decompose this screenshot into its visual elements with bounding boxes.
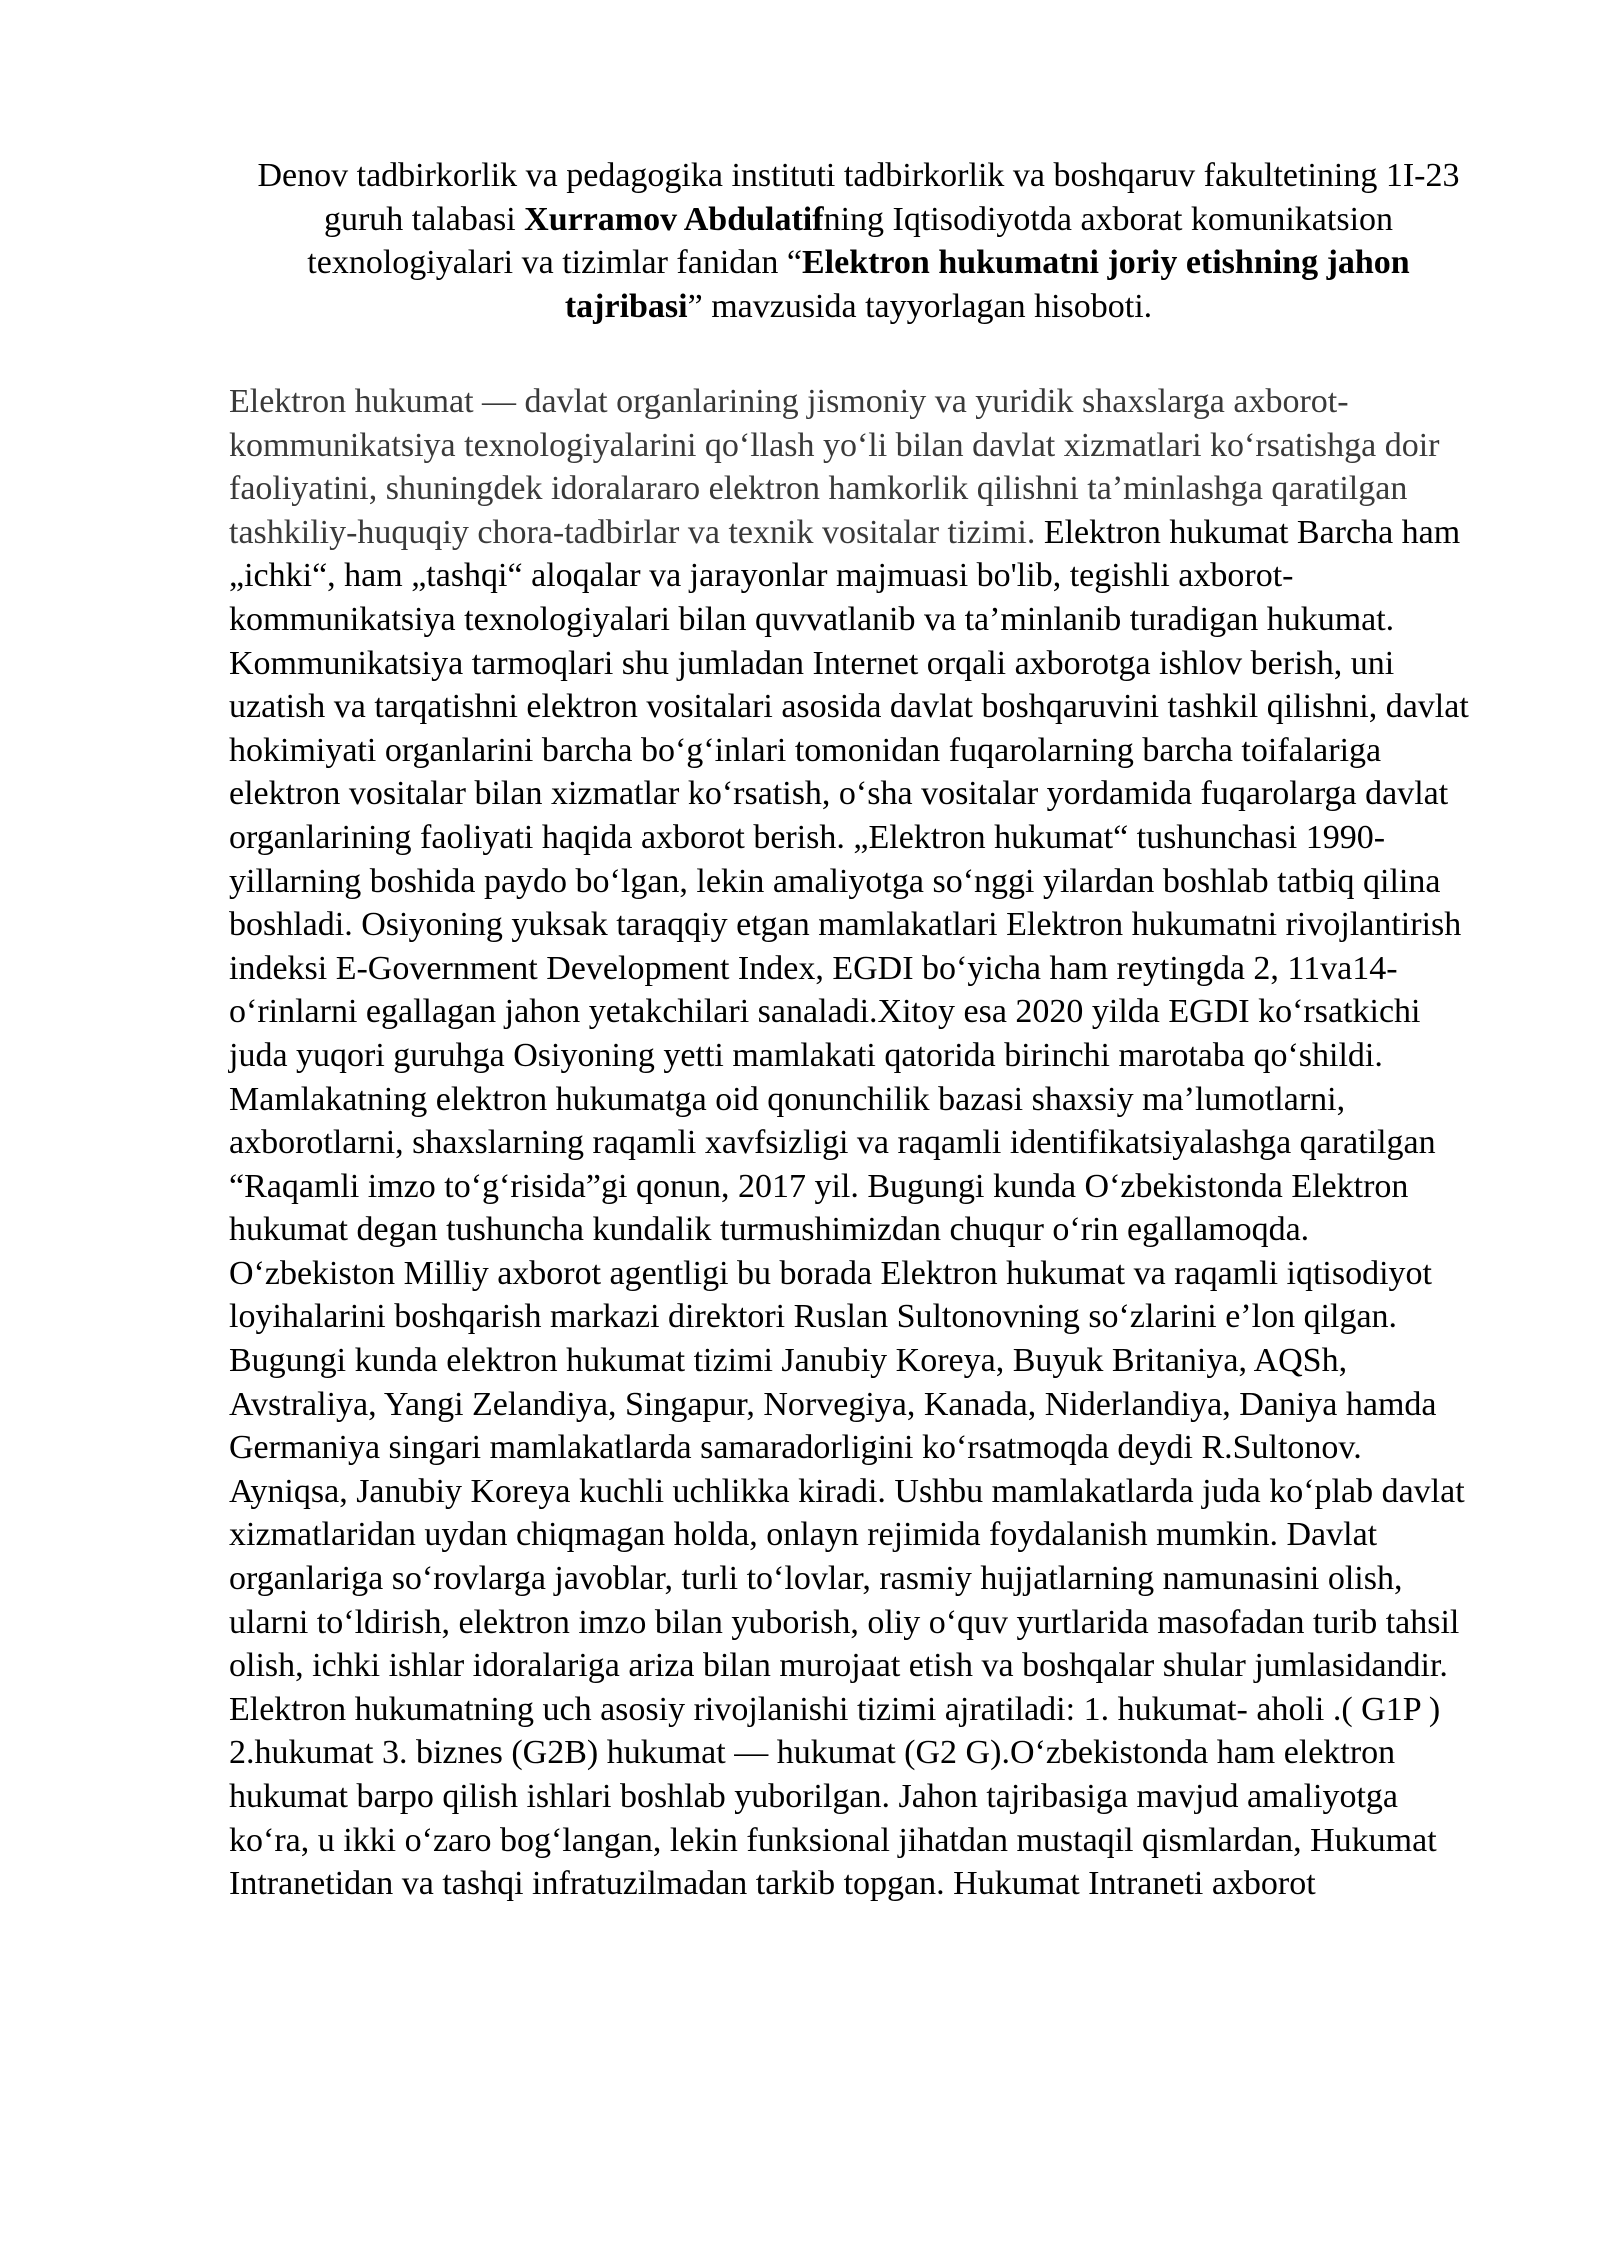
definition-text: Elektron hukumat — davlat organlarining jismoniy va yuridik shaxslarga axborot-kommunikatsiya texnologiyalarini qoʻllash yoʻli bilan davlat xizmatlari koʻrsatishga doir faoliyatini, shuningdek idoralararo elektron hamkorlik qilishni taʼminlashga qaratilgan tashkiliy-huquqiy chora-tadbirlar va texnik vositalar tizimi. [229,383,1440,551]
header-intro: Denov tadbirkorlik va pedagogika instituti tadbirkorlik va boshqaruv fakultetining 1I-23 guruh talabasi [257,157,1460,238]
header-ending: ” mavzusida tayyorlagan hisoboti. [687,287,1153,325]
report-header [229,154,1482,328]
report-topic: Elektron hukumatni joriy etishning jahon tajribasi [564,244,1410,325]
header-course: ning Iqtisodiyotda axborat komunikatsion texnologiyalari va tizimlar fanidan “ [307,200,1394,281]
student-name: Xurramov Abdulatif [524,200,824,238]
main-text: Elektron hukumat Barcha ham „ichki“, ham „tashqi“ aloqalar va jarayonlar majmuasi bo'lib, tegishli axborot-kommunikatsiya texnologiyalari bilan quvvatlanib va ta’minlanib turadigan hukumat. Kommunikatsiya tarmoqlari shu jumladan Internet orqali axborotga ishlov berish, uni uzatish va tarqatishni elektron vositalari asosida davlat boshqaruvini tashkil qilishni, davlat hokimiyati organlarini barcha boʻgʻinlari tomonidan fuqarolarning barcha toifalariga elektron vositalar bilan xizmatlar koʻrsatish, oʻsha vositalar yordamida fuqarolarga davlat organlarining faoliyati haqida axborot berish. „Elektron hukumat“ tushunchasi 1990-yillarning boshida paydo boʻlgan, lekin amaliyotga soʻnggi yilardan boshlab tatbiq qilina boshladi. Osiyoning yuksak taraqqiy etgan mamlakatlari Elektron hukumatni rivojlantirish indeksi E-Government Development Index, EGDI boʻyicha ham reytingda 2, 11va14-oʻrinlarni egallagan jahon yetakchilari sanaladi.Xitoy esa 2020 yilda EGDI koʻrsatkichi juda yuqori guruhga Osiyoning yetti mamlakati qatorida birinchi marotaba qoʻshildi. Mamlakatning elektron hukumatga oid qonunchilik bazasi shaxsiy maʼlumotlarni, axborotlarni, shaxslarning raqamli xavfsizligi va raqamli identifikatsiyalashga qaratilgan “Raqamli imzo toʻgʻrisida”gi qonun, 2017 yil. Bugungi kunda Oʻzbekistonda Elektron hukumat degan tushuncha kundalik turmushimizdan chuqur oʻrin egallamoqda. Oʻzbekiston Milliy axborot agentligi bu borada Elektron hukumat va raqamli iqtisodiyot loyihalarini boshqarish markazi direktori Ruslan Sultonovning soʻzlarini eʼlon qilgan. Bugungi kunda elektron hukumat tizimi Janubiy Koreya, Buyuk Britaniya, AQSh, Avstraliya, Yangi Zelandiya, Singapur, Norvegiya, Kanada, Niderlandiya, Daniya hamda Germaniya singari mamlakatlarda samaradorligini koʻrsatmoqda deydi R.Sultonov. Ayniqsa, Janubiy Koreya kuchli uchlikka kiradi. Ushbu mamlakatlarda juda koʻplab davlat xizmatlaridan uydan chiqmagan holda, onlayn rejimida foydalanish mumkin. Davlat organlariga soʻrovlarga javoblar, turli toʻlovlar, rasmiy hujjatlarning namunasini olish, ularni toʻldirish, elektron imzo bilan yuborish, oliy oʻquv yurtlarida masofadan turib tahsil olish, ichki ishlar idoralariga ariza bilan murojaat etish va boshqalar shular jumlasidandir. Elektron hukumatning uch asosiy rivojlanishi tizimi ajratiladi: 1. hukumat- aholi .( G1P ) 2.hukumat 3. biznes (G2B) hukumat — hukumat (G2 G).Oʻzbekistonda ham elektron hukumat barpo qilish ishlari boshlab yuborilgan. Jahon tajribasiga mavjud amaliyotga koʻra, u ikki oʻzaro bogʻlangan, lekin funksional jihatdan mustaqil qismlardan, Hukumat Intranetidan va tashqi infratuzilmadan tarkib topgan. Hukumat Intraneti axborot [229,513,1469,1903]
body-paragraph [229,380,1482,1906]
